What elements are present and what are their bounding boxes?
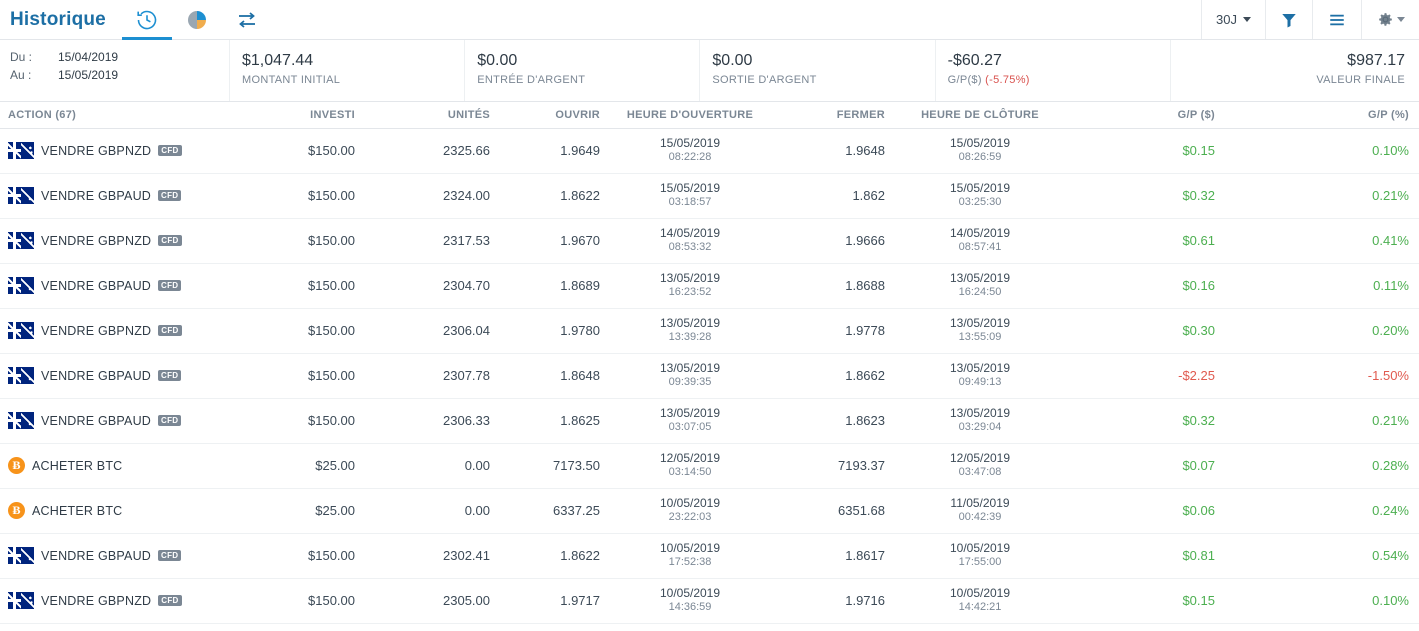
cell-units: 2302.41 bbox=[365, 533, 500, 578]
date-range[interactable] bbox=[0, 40, 230, 101]
col-action[interactable]: ACTION (67) bbox=[0, 102, 230, 128]
cell-open-price: 1.8622 bbox=[500, 173, 610, 218]
flag-pair-gbpnzd bbox=[8, 232, 34, 249]
cell-close-time: 11/05/2019 00:42:39 bbox=[895, 488, 1065, 533]
cfd-badge: CFD bbox=[158, 190, 181, 201]
period-selector[interactable] bbox=[1201, 0, 1265, 39]
cell-gp-money: $0.15 bbox=[1065, 578, 1225, 623]
cfd-badge: CFD bbox=[158, 235, 181, 246]
cell-action[interactable] bbox=[0, 443, 230, 488]
asset-label: ACHETER BTC bbox=[32, 458, 123, 473]
cell-close-price: 6351.68 bbox=[770, 488, 895, 533]
cell-action[interactable] bbox=[0, 128, 230, 173]
cell-close-price: 1.9648 bbox=[770, 128, 895, 173]
cell-action[interactable] bbox=[0, 173, 230, 218]
table-header-row bbox=[0, 102, 1419, 128]
cell-units: 2325.66 bbox=[365, 128, 500, 173]
cfd-badge: CFD bbox=[158, 325, 181, 336]
metric-value: -$60.27 bbox=[947, 52, 1002, 69]
cfd-badge: CFD bbox=[158, 145, 181, 156]
date-from-row bbox=[10, 50, 229, 64]
cell-invested: $150.00 bbox=[230, 173, 365, 218]
flag-pair-gbpaud bbox=[8, 187, 34, 204]
cell-close-price: 1.8662 bbox=[770, 353, 895, 398]
col-open[interactable]: OUVRIR bbox=[500, 102, 610, 128]
cell-close-price: 1.8617 bbox=[770, 533, 895, 578]
table-row[interactable] bbox=[0, 263, 1419, 308]
flag-pair-gbpnzd bbox=[8, 322, 34, 339]
cell-action[interactable] bbox=[0, 353, 230, 398]
cell-action[interactable] bbox=[0, 218, 230, 263]
columns-button[interactable] bbox=[1312, 0, 1361, 39]
metric-initial-amount bbox=[230, 40, 465, 101]
cell-gp-money: $0.07 bbox=[1065, 443, 1225, 488]
cell-open-price: 6337.25 bbox=[500, 488, 610, 533]
metric-value: $0.00 bbox=[712, 52, 753, 69]
cell-open-price: 1.9717 bbox=[500, 578, 610, 623]
col-open-time[interactable]: HEURE D'OUVERTURE bbox=[610, 102, 770, 128]
cell-gp-money: $0.16 bbox=[1065, 263, 1225, 308]
cell-action[interactable] bbox=[0, 263, 230, 308]
bitcoin-icon: Ƀ bbox=[8, 502, 25, 519]
flag-pair-gbpaud bbox=[8, 547, 34, 564]
cell-close-price: 1.9716 bbox=[770, 578, 895, 623]
cell-action[interactable] bbox=[0, 488, 230, 533]
cell-gp-pct: 0.41% bbox=[1225, 218, 1419, 263]
cell-gp-money: $0.81 bbox=[1065, 533, 1225, 578]
cell-gp-money: $0.30 bbox=[1065, 308, 1225, 353]
cfd-badge: CFD bbox=[158, 595, 181, 606]
asset-label: VENDRE GBPAUD bbox=[41, 188, 152, 203]
cell-invested: $25.00 bbox=[230, 443, 365, 488]
bitcoin-icon: Ƀ bbox=[8, 457, 25, 474]
cell-open-price: 1.8689 bbox=[500, 263, 610, 308]
col-gp-pct[interactable]: G/P (%) bbox=[1225, 102, 1419, 128]
cell-close-price: 1.8688 bbox=[770, 263, 895, 308]
cell-action[interactable] bbox=[0, 578, 230, 623]
cell-invested: $150.00 bbox=[230, 353, 365, 398]
col-gp-money[interactable]: G/P ($) bbox=[1065, 102, 1225, 128]
cell-close-price: 1.9778 bbox=[770, 308, 895, 353]
settings-button[interactable] bbox=[1361, 0, 1419, 39]
cell-open-price: 1.8622 bbox=[500, 533, 610, 578]
cell-invested: $150.00 bbox=[230, 218, 365, 263]
cell-gp-pct: 0.10% bbox=[1225, 128, 1419, 173]
table-row[interactable] bbox=[0, 218, 1419, 263]
metric-value: $1,047.44 bbox=[242, 52, 314, 69]
col-close[interactable]: FERMER bbox=[770, 102, 895, 128]
cell-close-time: 10/05/2019 17:55:00 bbox=[895, 533, 1065, 578]
cell-gp-money: $0.32 bbox=[1065, 398, 1225, 443]
flag-pair-gbpaud bbox=[8, 412, 34, 429]
table-row[interactable] bbox=[0, 488, 1419, 533]
cell-units: 0.00 bbox=[365, 488, 500, 533]
metric-label-text: G/P($) bbox=[947, 74, 982, 86]
cell-open-price: 1.9780 bbox=[500, 308, 610, 353]
cell-close-time: 15/05/2019 03:25:30 bbox=[895, 173, 1065, 218]
exchange-arrows-icon bbox=[235, 8, 259, 32]
cell-action[interactable] bbox=[0, 533, 230, 578]
cell-gp-money: $0.61 bbox=[1065, 218, 1225, 263]
topbar-spacer bbox=[272, 0, 1201, 39]
cell-units: 2317.53 bbox=[365, 218, 500, 263]
cell-gp-money: $0.32 bbox=[1065, 173, 1225, 218]
cell-close-time: 13/05/2019 16:24:50 bbox=[895, 263, 1065, 308]
cell-open-time: 13/05/2019 16:23:52 bbox=[610, 263, 770, 308]
chevron-down-icon bbox=[1243, 17, 1251, 22]
cell-close-price: 1.8623 bbox=[770, 398, 895, 443]
date-from-label: Du : bbox=[10, 50, 33, 64]
col-invested[interactable]: INVESTI bbox=[230, 102, 365, 128]
summary-strip bbox=[0, 40, 1419, 102]
cfd-badge: CFD bbox=[158, 370, 181, 381]
asset-label: VENDRE GBPNZD bbox=[41, 233, 152, 248]
metric-label: VALEUR FINALE bbox=[1316, 74, 1406, 86]
list-icon bbox=[1327, 11, 1347, 29]
date-to-row bbox=[10, 68, 229, 82]
cell-units: 2306.33 bbox=[365, 398, 500, 443]
cell-units: 2324.00 bbox=[365, 173, 500, 218]
history-table bbox=[0, 102, 1419, 624]
asset-label: VENDRE GBPAUD bbox=[41, 413, 152, 428]
chevron-down-icon-settings bbox=[1397, 17, 1405, 22]
cell-gp-money: $0.06 bbox=[1065, 488, 1225, 533]
period-label: 30J bbox=[1216, 12, 1237, 27]
flag-pair-gbpnzd bbox=[8, 142, 34, 159]
page-title: Historique bbox=[10, 8, 106, 30]
cell-close-time: 14/05/2019 08:57:41 bbox=[895, 218, 1065, 263]
cell-open-price: 7173.50 bbox=[500, 443, 610, 488]
date-to-label: Au : bbox=[10, 68, 32, 82]
metric-final-value bbox=[1171, 40, 1419, 101]
flag-pair-gbpnzd bbox=[8, 592, 34, 609]
cell-close-price: 1.9666 bbox=[770, 218, 895, 263]
metric-label: SORTIE D'ARGENT bbox=[712, 74, 817, 86]
table-header bbox=[0, 102, 1419, 128]
cell-invested: $150.00 bbox=[230, 398, 365, 443]
cell-open-price: 1.9649 bbox=[500, 128, 610, 173]
table-row[interactable] bbox=[0, 533, 1419, 578]
metric-value: $987.17 bbox=[1347, 52, 1406, 69]
cell-gp-pct: 0.11% bbox=[1225, 263, 1419, 308]
metric-money-in bbox=[465, 40, 700, 101]
top-bar bbox=[0, 0, 1419, 40]
metric-label bbox=[948, 74, 1170, 86]
funnel-icon bbox=[1280, 11, 1298, 29]
cell-open-time: 10/05/2019 23:22:03 bbox=[610, 488, 770, 533]
cell-close-time: 13/05/2019 03:29:04 bbox=[895, 398, 1065, 443]
cell-action[interactable] bbox=[0, 308, 230, 353]
cell-open-time: 15/05/2019 08:22:28 bbox=[610, 128, 770, 173]
date-from-value: 15/04/2019 bbox=[58, 50, 119, 64]
metric-money-out bbox=[700, 40, 935, 101]
cell-close-price: 1.862 bbox=[770, 173, 895, 218]
table-row[interactable] bbox=[0, 308, 1419, 353]
cell-close-time: 13/05/2019 13:55:09 bbox=[895, 308, 1065, 353]
toolbar-right bbox=[1201, 0, 1419, 39]
metric-label: ENTRÉE D'ARGENT bbox=[477, 74, 586, 86]
table-row[interactable] bbox=[0, 443, 1419, 488]
cell-open-price: 1.9670 bbox=[500, 218, 610, 263]
cell-close-time: 12/05/2019 03:47:08 bbox=[895, 443, 1065, 488]
table-row[interactable] bbox=[0, 578, 1419, 623]
tab-charts[interactable] bbox=[172, 0, 222, 39]
table-row[interactable] bbox=[0, 173, 1419, 218]
cell-close-price: 7193.37 bbox=[770, 443, 895, 488]
clock-history-icon bbox=[135, 8, 159, 32]
col-close-time[interactable]: HEURE DE CLÔTURE bbox=[895, 102, 1065, 128]
date-to-value: 15/05/2019 bbox=[58, 68, 119, 82]
cell-units: 2304.70 bbox=[365, 263, 500, 308]
tab-history[interactable] bbox=[122, 0, 172, 39]
pie-chart-icon bbox=[185, 8, 209, 32]
cell-gp-pct: 0.20% bbox=[1225, 308, 1419, 353]
cell-close-time: 10/05/2019 14:42:21 bbox=[895, 578, 1065, 623]
asset-label: VENDRE GBPAUD bbox=[41, 548, 152, 563]
filter-button[interactable] bbox=[1265, 0, 1312, 39]
cell-open-time: 10/05/2019 17:52:38 bbox=[610, 533, 770, 578]
col-units[interactable]: UNITÉS bbox=[365, 102, 500, 128]
cell-open-price: 1.8625 bbox=[500, 398, 610, 443]
metric-profit-loss bbox=[936, 40, 1171, 101]
view-tabs bbox=[122, 0, 272, 39]
cell-gp-money: $0.15 bbox=[1065, 128, 1225, 173]
tab-transfers[interactable] bbox=[222, 0, 272, 39]
cell-gp-pct: -1.50% bbox=[1225, 353, 1419, 398]
cell-gp-pct: 0.24% bbox=[1225, 488, 1419, 533]
table-body bbox=[0, 128, 1419, 623]
metric-value: $0.00 bbox=[477, 52, 518, 69]
cell-gp-pct: 0.21% bbox=[1225, 173, 1419, 218]
flag-pair-gbpaud bbox=[8, 277, 34, 294]
cell-open-time: 13/05/2019 03:07:05 bbox=[610, 398, 770, 443]
cell-open-time: 13/05/2019 13:39:28 bbox=[610, 308, 770, 353]
table-row[interactable] bbox=[0, 353, 1419, 398]
cell-invested: $150.00 bbox=[230, 308, 365, 353]
asset-label: VENDRE GBPNZD bbox=[41, 593, 152, 608]
cell-open-time: 12/05/2019 03:14:50 bbox=[610, 443, 770, 488]
cfd-badge: CFD bbox=[158, 550, 181, 561]
cell-open-time: 13/05/2019 09:39:35 bbox=[610, 353, 770, 398]
table-row[interactable] bbox=[0, 398, 1419, 443]
cell-units: 2306.04 bbox=[365, 308, 500, 353]
cell-units: 0.00 bbox=[365, 443, 500, 488]
gear-icon bbox=[1376, 10, 1395, 29]
cell-gp-money: -$2.25 bbox=[1065, 353, 1225, 398]
cell-gp-pct: 0.21% bbox=[1225, 398, 1419, 443]
cell-units: 2307.78 bbox=[365, 353, 500, 398]
cell-close-time: 13/05/2019 09:49:13 bbox=[895, 353, 1065, 398]
history-table-container[interactable] bbox=[0, 102, 1419, 631]
cell-open-time: 14/05/2019 08:53:32 bbox=[610, 218, 770, 263]
metric-sub-value: (-5.75%) bbox=[985, 74, 1030, 86]
flag-pair-gbpaud bbox=[8, 367, 34, 384]
cfd-badge: CFD bbox=[158, 280, 181, 291]
cell-gp-pct: 0.54% bbox=[1225, 533, 1419, 578]
cell-close-time: 15/05/2019 08:26:59 bbox=[895, 128, 1065, 173]
cell-invested: $150.00 bbox=[230, 578, 365, 623]
cell-invested: $150.00 bbox=[230, 533, 365, 578]
table-row[interactable] bbox=[0, 128, 1419, 173]
cell-action[interactable] bbox=[0, 398, 230, 443]
asset-label: ACHETER BTC bbox=[32, 503, 123, 518]
cell-invested: $150.00 bbox=[230, 263, 365, 308]
asset-label: VENDRE GBPAUD bbox=[41, 278, 152, 293]
asset-label: VENDRE GBPAUD bbox=[41, 368, 152, 383]
asset-label: VENDRE GBPNZD bbox=[41, 323, 152, 338]
cell-gp-pct: 0.10% bbox=[1225, 578, 1419, 623]
cfd-badge: CFD bbox=[158, 415, 181, 426]
cell-open-price: 1.8648 bbox=[500, 353, 610, 398]
asset-label: VENDRE GBPNZD bbox=[41, 143, 152, 158]
cell-units: 2305.00 bbox=[365, 578, 500, 623]
cell-invested: $150.00 bbox=[230, 128, 365, 173]
metric-label: MONTANT INITIAL bbox=[242, 74, 341, 86]
cell-invested: $25.00 bbox=[230, 488, 365, 533]
cell-open-time: 15/05/2019 03:18:57 bbox=[610, 173, 770, 218]
cell-open-time: 10/05/2019 14:36:59 bbox=[610, 578, 770, 623]
cell-gp-pct: 0.28% bbox=[1225, 443, 1419, 488]
